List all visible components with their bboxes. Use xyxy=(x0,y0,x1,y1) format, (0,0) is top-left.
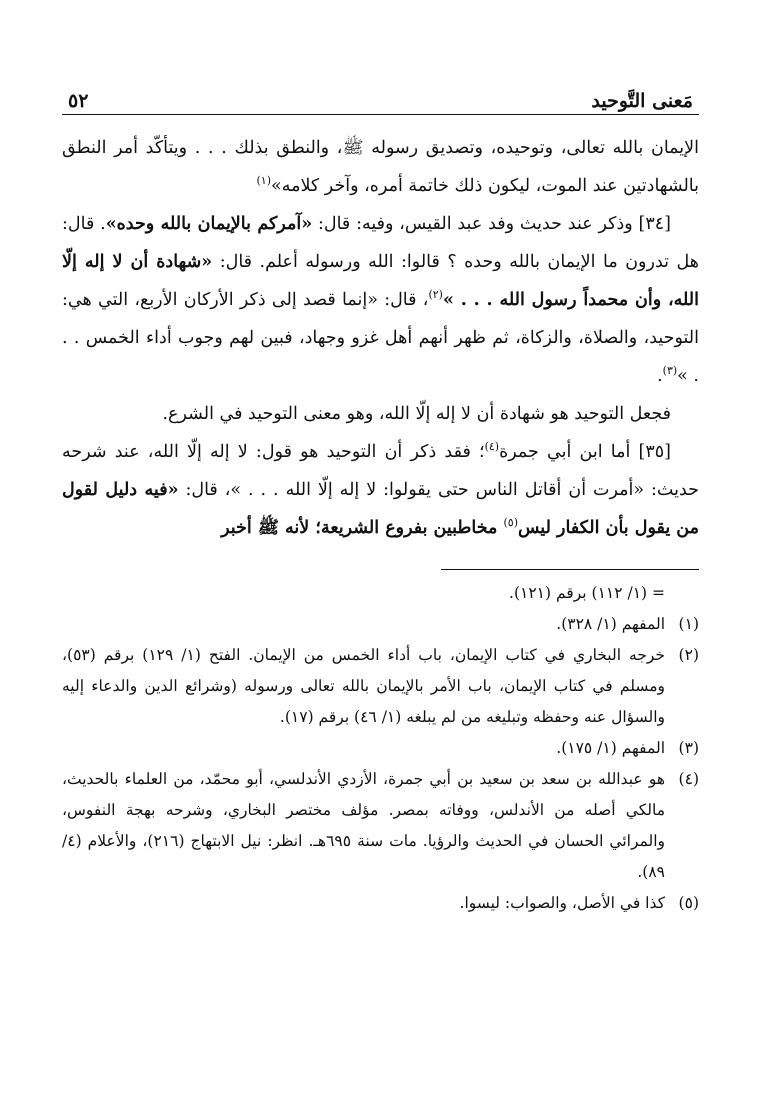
hadith-quote: «آمركم بالإيمان بالله وحده» xyxy=(105,214,313,234)
page-number: ٥٢ xyxy=(68,90,89,112)
paragraph-1: الإيمان بالله تعالى، وتوحيده، وتصديق رسوله ﷺ، والنطق بذلك . . . ويتأكّد أمر النطق بالشهادتين عند الموت، ليكون ذلك خاتمة أمره، وآخر كلامه»$^{(١)}$ xyxy=(62,138,699,196)
footnote-1: (١) المفهم (١/ ٣٢٨). xyxy=(556,615,699,633)
footnote-separator xyxy=(441,569,699,570)
paragraph-34: [٣٤] وذكر عند حديث وفد عبد القيس، وفيه: قال: «آمركم بالإيمان بالله وحده». قال: هل تدرون ما الإيمان بالله وحده ؟ قالوا: الله ورسوله أعلم. قال: «شهادة أن لا إله إلّا الله، وأن محمداً رسول الله . . . »$^{(٢)}$، قال: «إنما قصد إلى ذكر الأركان الأربع، التي هي: التوحيد، والصلاة، والزكاة، ثم ظهر أنهم أهل غزو وجهاد، فبين لهم وجوب أداء الخمس . . . »$^{(٣)}$. xyxy=(62,214,699,386)
footnote-5: (٥) كذا في الأصل، والصواب: ليسوا. xyxy=(459,894,699,912)
footnote-ref[interactable]: (٣) xyxy=(662,364,678,377)
quote-text: «فيه دليل لقول من يقول بأن الكفار ليس xyxy=(62,480,699,538)
main-text xyxy=(62,129,699,547)
quote-text: مخاطبين بفروع الشريعة؛ لأنه ﷺ أخبر xyxy=(221,518,504,538)
footnote-ref[interactable]: (٤) xyxy=(484,440,500,453)
running-title: مَعنى التَّوحيد xyxy=(591,90,693,112)
paragraph-conclusion: فجعل التوحيد هو شهادة أن لا إله إلّا الله، وهو معنى التوحيد في الشرع. xyxy=(162,404,671,424)
footnote-4: (٤) هو عبدالله بن سعد بن سعيد بن أبي جمرة، الأزدي الأندلسي، أبو محمّد، من العلماء بالحديث، مالكي أصله من الأندلس، ووفاته بمصر. مؤلف مختصر البخاري، وشرحه بهجة النفوس، والمرائي الحسان في الحديث والرؤيا. مات سنة ٦٩٥هـ. انظر: نيل الابتهاج (٢١٦)، والأعلام (٤/ ٨٩). xyxy=(62,770,699,881)
footnote-continued: = (١/ ١١٢) برقم (١٢١). xyxy=(509,584,665,602)
footnote-ref[interactable]: (١) xyxy=(256,174,271,187)
footnote-3: (٣) المفهم (١/ ١٧٥). xyxy=(556,739,699,757)
footnotes xyxy=(62,578,699,919)
footnote-ref[interactable]: (٥) xyxy=(503,516,518,529)
footnote-2: (٢) خرجه البخاري في كتاب الإيمان، باب أداء الخمس من الإيمان. الفتح (١/ ١٢٩) برقم (٥٣)، ومسلم في كتاب الإيمان، باب الأمر بالإيمان بالله تعالى ورسوله (وشرائع الدين والدعاء إليه والسؤال عنه وحفظه وتبليغه من لم يبلغه (١/ ٤٦) برقم (١٧). xyxy=(62,646,699,726)
footnote-ref[interactable]: (٢) xyxy=(428,288,443,301)
hadith-quote: «شهادة أن لا إله إلّا الله، وأن محمداً رسول الله . . . » xyxy=(62,252,699,310)
paragraph-35: [٣٥] أما ابن أبي جمرة$^{(٤)}$؛ فقد ذكر أن التوحيد هو قول: لا إله إلّا الله، عند شرحه حديث: «أمرت أن أقاتل الناس حتى يقولوا: لا إله إلّا الله . . . »، قال: «فيه دليل لقول من يقول بأن الكفار ليس$^{(٥)}$ مخاطبين بفروع الشريعة؛ لأنه ﷺ أخبر xyxy=(62,440,699,538)
page-header xyxy=(62,78,699,115)
